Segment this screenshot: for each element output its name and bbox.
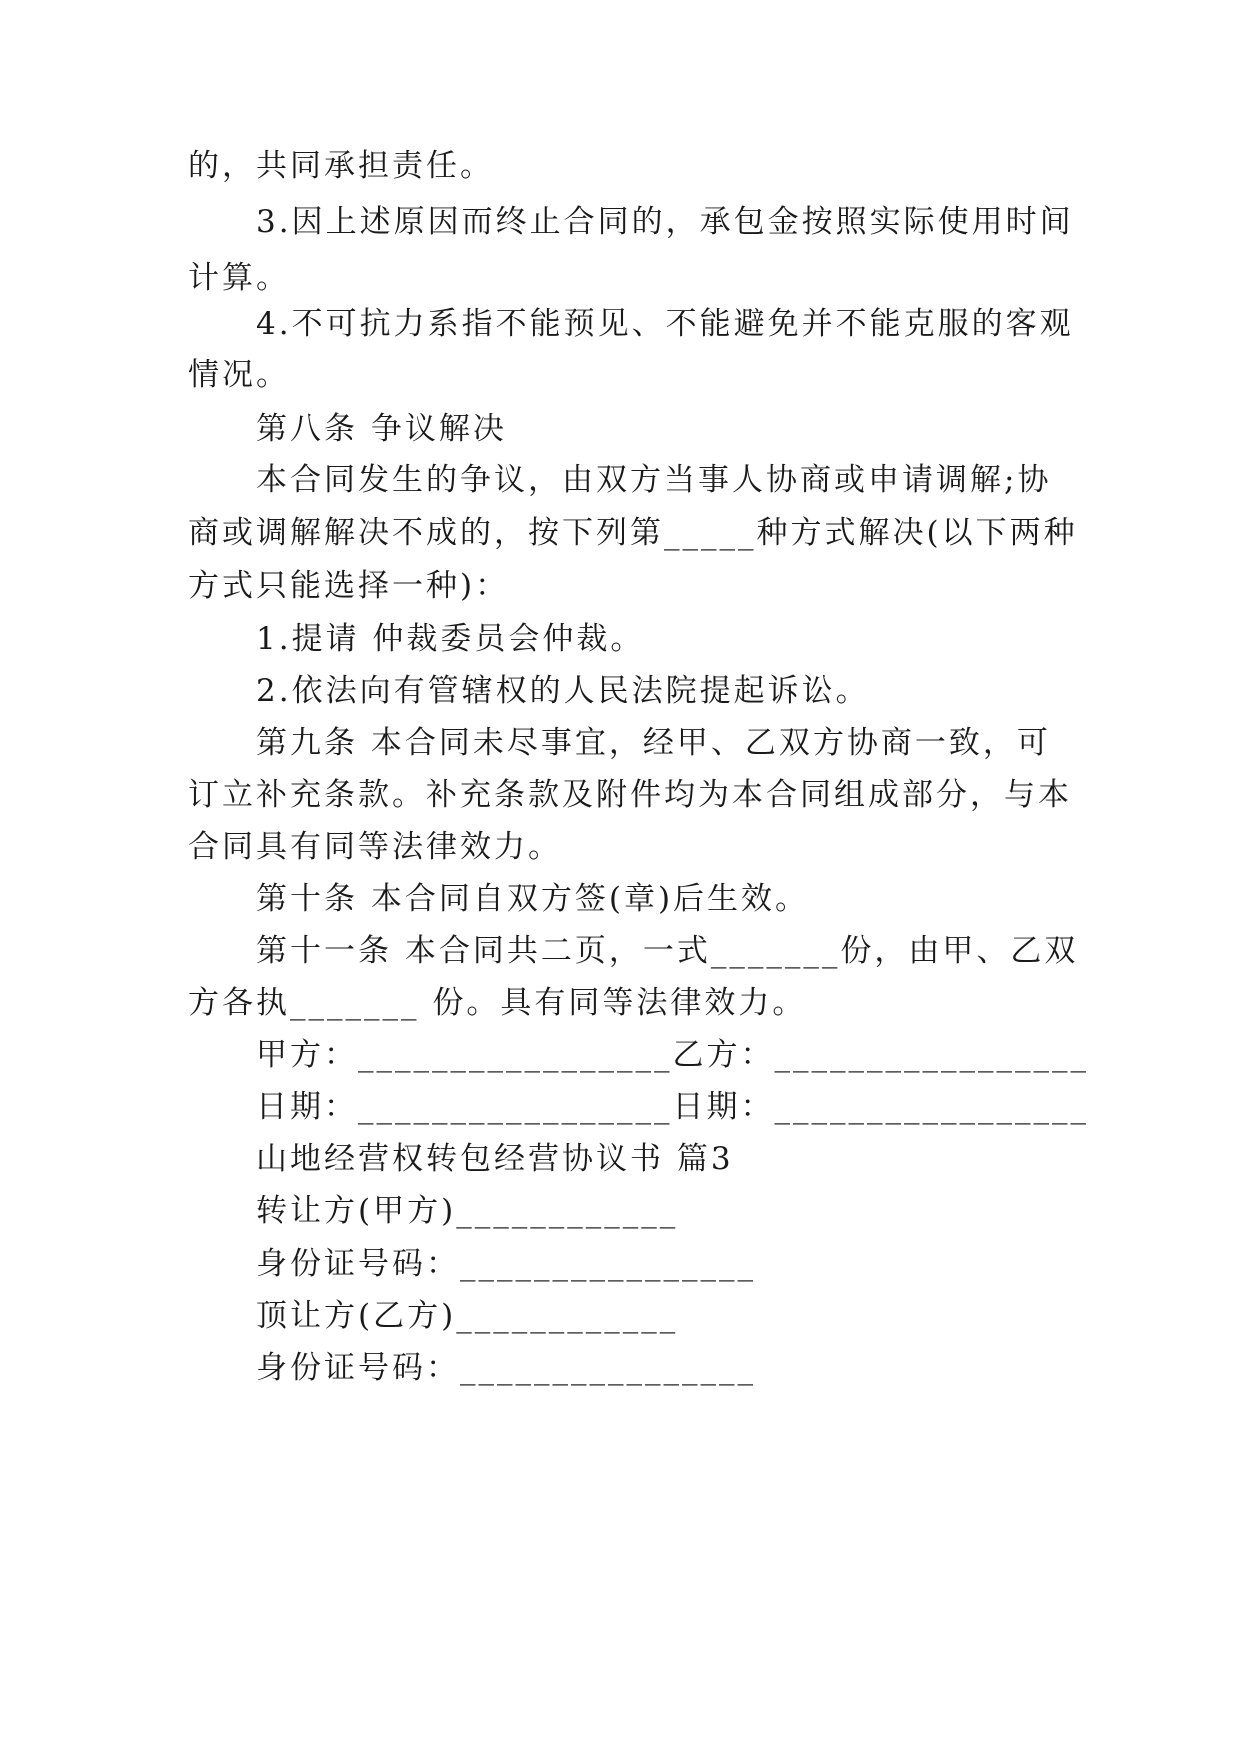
text-line: 订立补充条款。补充条款及附件均为本合同组成部分，与本 — [188, 777, 1072, 813]
text-line: 第十一条 本合同共二页，一式_______份，由甲、乙双 — [256, 933, 1079, 969]
section-heading: 第八条 争议解决 — [256, 411, 507, 447]
text-line: 4.不可抗力系指不能预见、不能避免并不能克服的客观 — [256, 306, 1074, 342]
document-title: 山地经营权转包经营协议书 篇3 — [256, 1141, 734, 1177]
text-line: 情况。 — [188, 357, 290, 393]
text-line: 方式只能选择一种)： — [188, 568, 510, 604]
text-line: 方各执_______ 份。具有同等法律效力。 — [188, 985, 807, 1021]
id-number-line: 身份证号码：________________ — [256, 1246, 756, 1282]
text-line: 计算。 — [188, 260, 290, 296]
text-line: 1.提请 仲裁委员会仲裁。 — [256, 621, 645, 657]
signature-line: 甲方：_________________乙方：_________________ — [256, 1037, 1089, 1073]
transferee-line: 顶让方(乙方)____________ — [256, 1298, 679, 1334]
transferor-line: 转让方(甲方)____________ — [256, 1193, 679, 1229]
date-line: 日期：_________________日期：_________________ — [256, 1089, 1089, 1125]
id-number-line: 身份证号码：________________ — [256, 1350, 756, 1386]
text-line: 本合同发生的争议，由双方当事人协商或申请调解;协 — [256, 462, 1052, 498]
text-line: 2.依法向有管辖权的人民法院提起诉讼。 — [256, 673, 870, 709]
text-line: 3.因上述原因而终止合同的，承包金按照实际使用时间 — [256, 204, 1074, 240]
text-line: 的，共同承担责任。 — [188, 148, 494, 184]
text-line: 商或调解解决不成的，按下列第_____种方式解决(以下两种 — [188, 515, 1078, 551]
text-line: 第九条 本合同未尽事宜，经甲、乙双方协商一致，可 — [256, 725, 1051, 761]
text-line: 合同具有同等法律效力。 — [188, 829, 562, 865]
text-line: 第十条 本合同自双方签(章)后生效。 — [256, 881, 810, 917]
